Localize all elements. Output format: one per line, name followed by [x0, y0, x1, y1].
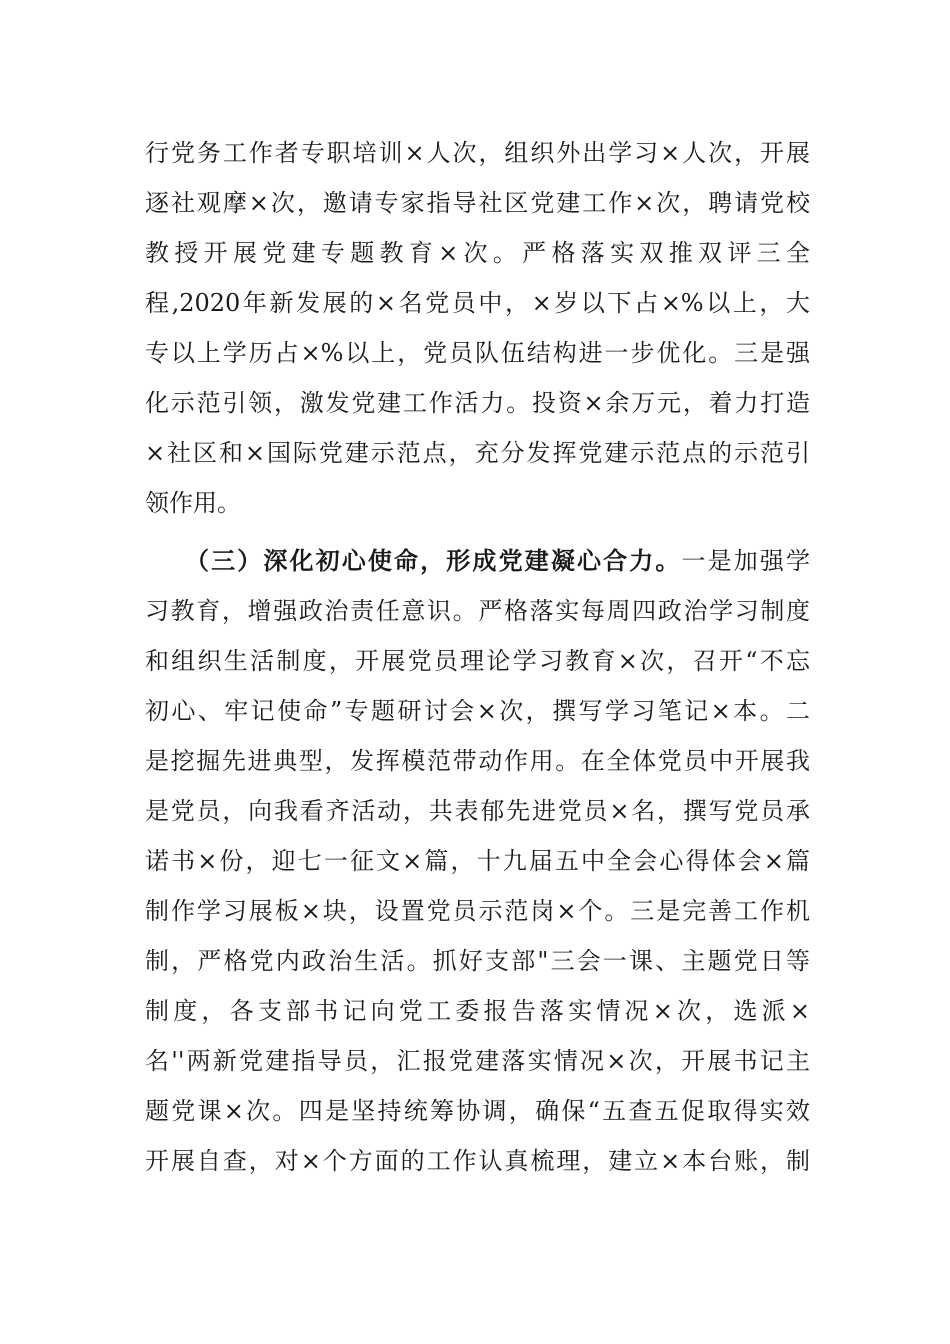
- paragraph-2-line-9: 制，严格党内政治生活。抓好支部"三会一课、主题党日等: [145, 947, 810, 975]
- paragraph-1-line-3: 教授开展党建专题教育×次。严格落实双推双评三全: [145, 239, 810, 267]
- paragraph-2-line-3: 和组织生活制度，开展党员理论学习教育×次，召开“不忘: [145, 647, 810, 675]
- paragraph-2-line-4: 初心、牢记使命”专题研讨会×次，撰写学习笔记×本。二: [145, 697, 810, 725]
- paragraph-1-line-2: 逐社观摩×次，邀请专家指导社区党建工作×次，聘请党校: [145, 189, 810, 217]
- section-heading: （三）深化初心使命，形成党建凝心合力。: [185, 546, 682, 575]
- paragraph-2-line-6: 是党员，向我看齐活动，共表郁先进党员×名，撰写党员承: [145, 797, 810, 825]
- paragraph-1-line-5: 专以上学历占×%以上，党员队伍结构进一步优化。三是强: [145, 339, 810, 367]
- paragraph-1: [145, 128, 810, 528]
- paragraph-2: [145, 536, 810, 1186]
- paragraph-1-line-1: 行党务工作者专职培训×人次，组织外出学习×人次，开展: [145, 139, 810, 167]
- paragraph-2-line-12: 题党课×次。四是坚持统筹协调，确保“五查五促取得实效: [145, 1097, 810, 1125]
- paragraph-2-line-8: 制作学习展板×块，设置党员示范岗×个。三是完善工作机: [145, 897, 810, 925]
- paragraph-2-first-line-rest: 一是加强学: [681, 547, 810, 575]
- paragraph-2-line-7: 诺书×份，迎七一征文×篇，十九届五中全会心得体会×篇: [145, 847, 810, 875]
- paragraph-2-line-5: 是挖掘先进典型，发挥模范带动作用。在全体党员中开展我: [145, 747, 810, 775]
- paragraph-1-line-6: 化示范引领，激发党建工作活力。投资×余万元，着力打造: [145, 389, 810, 417]
- paragraph-1-line-7: ×社区和×国际党建示范点，充分发挥党建示范点的示范引: [145, 439, 810, 467]
- paragraph-2-line-10: 制度，各支部书记向党工委报告落实情况×次，选派×: [145, 997, 810, 1025]
- paragraph-2-line-13: 开展自查，对×个方面的工作认真梳理，建立×本台账，制: [145, 1147, 810, 1175]
- paragraph-2-first-line: [145, 536, 810, 586]
- paragraph-2-line-2: 习教育，增强政治责任意识。严格落实每周四政治学习制度: [145, 597, 810, 625]
- paragraph-1-line-4: 程,2020年新发展的×名党员中，×岁以下占×%以上，大: [145, 289, 810, 317]
- paragraph-1-line-8: 领作用。: [145, 489, 241, 517]
- paragraph-2-line-11: 名''两新党建指导员，汇报党建落实情况×次，开展书记主: [145, 1047, 810, 1075]
